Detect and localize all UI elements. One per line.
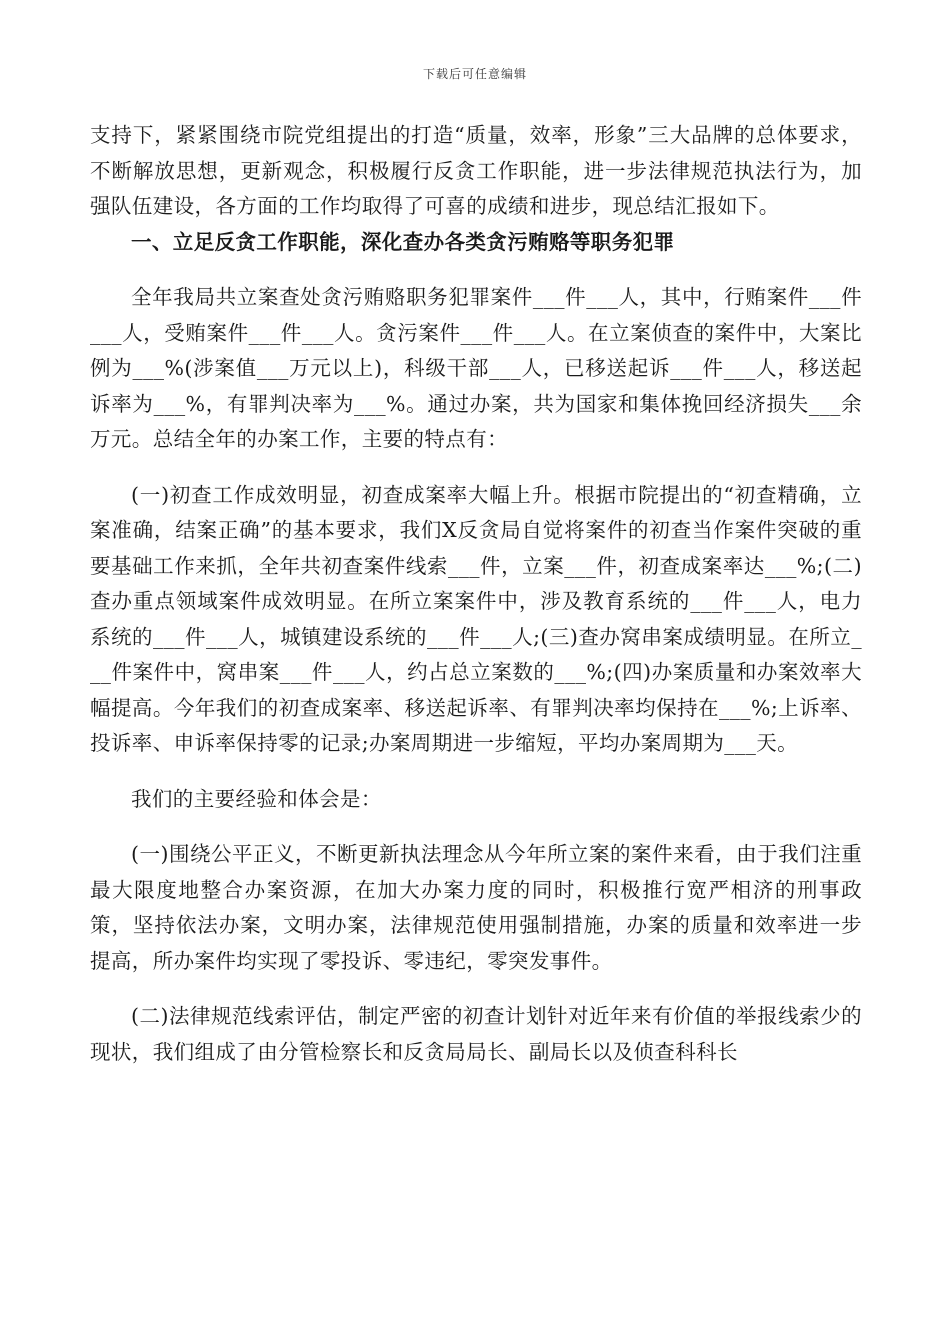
header-note: 下载后可任意编辑 [422,67,527,81]
paragraph-intro: 支持下，紧紧围绕市院党组提出的打造“质量，效率，形象”三大品牌的总体要求，不断解放思想，更新观念，积极履行反贪工作职能，进一步法律规范执法行为，加强队伍建设，各方面的工作均取得了可喜的成绩和进步，现总结汇报如下。 [90,123,862,218]
document-body [90,118,862,1070]
section-heading: 一、立足反贪工作职能，深化查办各类贪污贿赂等职务犯罪 [131,229,675,254]
paragraph-case-statistics: 全年我局共立案查处贪污贿赂职务犯罪案件___件___人，其中，行贿案件___件___人，受贿案件___件___人。贪污案件___件___人。在立案侦查的案件中，大案比例为___%(涉案值___万元以上)，科级干部___人，已移送起诉___件___人，移送起诉率为___%，有罪判决率为___%。通过办案，共为国家和集体挽回经济损失___余万元。总结全年的办案工作，主要的特点有： [90,285,862,451]
paragraph-experience-intro: 我们的主要经验和体会是： [131,786,382,811]
paragraph-experience-2: (二)法律规范线索评估，制定严密的初查计划针对近年来有价值的举报线索少的现状，我们组成了由分管检察长和反贪局局长、副局长以及侦查科科长 [90,1004,862,1064]
paragraph-experience-1: (一)围绕公平正义，不断更新执法理念从今年所立案的案件来看，由于我们注重最大限度地整合办案资源，在加大办案力度的同时，积极推行宽严相济的刑事政策，坚持依法办案，文明办案，法律规范使用强制措施，办案的质量和效率进一步提高，所办案件均实现了零投诉、零违纪，零突发事件。 [90,842,862,973]
paragraph-characteristics: (一)初查工作成效明显，初查成案率大幅上升。根据市院提出的“初查精确，立案准确，结案正确”的基本要求，我们X反贪局自觉将案件的初查当作案件突破的重要基础工作来抓，全年共初查案件线索___件，立案___件，初查成案率达___%;(二)查办重点领域案件成效明显。在所立案案件中，涉及教育系统的___件___人，电力系统的___件___人，城镇建设系统的___件___人;(三)查办窝串案成绩明显。在所立___件案件中，窝串案___件___人，约占总立案数的___%;(四)办案质量和办案效率大幅提高。今年我们的初查成案率、移送起诉率、有罪判决率均保持在___%;上诉率、投诉率、申诉率保持零的记录;办案周期进一步缩短，平均办案周期为___天。 [90,482,862,755]
